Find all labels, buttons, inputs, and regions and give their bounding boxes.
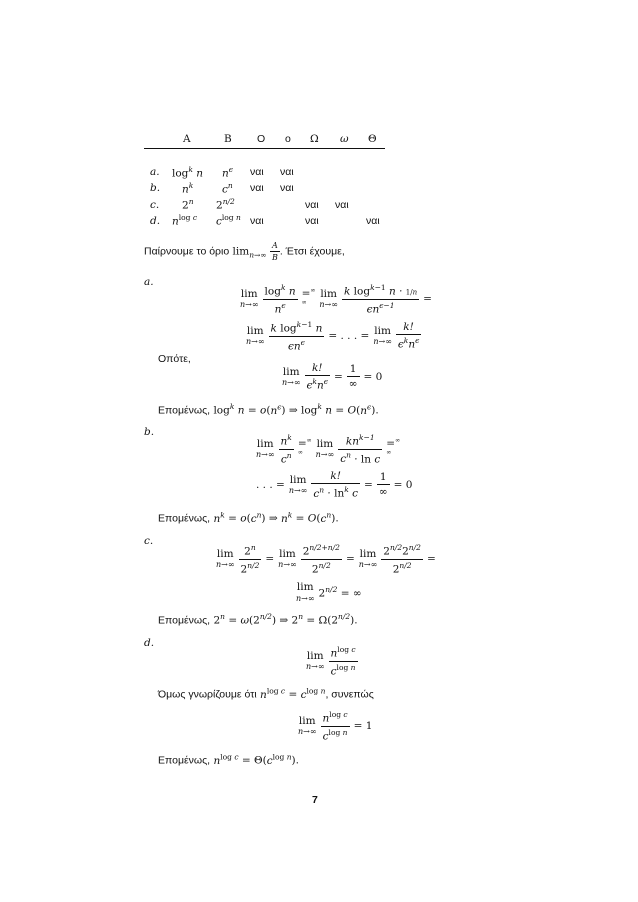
cell-c-A: 2$^n$ <box>182 197 194 212</box>
cell-a-o: ναι <box>280 166 294 178</box>
cell-a-A: $\log^k n$ <box>172 165 204 180</box>
cell-d-B: $c^{log n}$ <box>216 213 241 228</box>
intro-suffix: . Έτσι έχουμε, <box>279 245 345 258</box>
header-Omega: Ω <box>310 133 319 145</box>
header-Theta: Θ <box>368 133 377 145</box>
cell-a-O: ναι <box>250 166 264 178</box>
equation-d1: lim n→∞ $\frac{n^{log c}}{c^{log n}}$ <box>306 645 356 677</box>
cell-d-Omega: ναι <box>305 215 319 227</box>
section-b-label: b. <box>144 426 155 438</box>
equation-a2: lim n→∞ $\frac{k \log^{k-1} n}{\epsilon n^\epsilon}$ = . . . = lim n→∞ $\frac{k!}{\epsilon^kn^\epsilon}$ <box>246 320 420 352</box>
equation-c1: lim n→∞ $\frac{2^n}{2^{n/2}}$ = lim n→∞ $\frac{2^{n/2+n/2}}{2^{n/2}}$ = lim n→∞ $\frac{2^{n/2}2^{n/2}}{2^{n/2}}$ = <box>216 543 436 575</box>
equation-a3: lim n→∞ $\frac{k!}{\epsilon^kn^\epsilon}$ = $\frac{1}{\infty}$ = 0 <box>282 362 383 392</box>
conclusion-d: Επομένως, $n^{log c} = \Theta(c^{log n})$. <box>158 752 299 767</box>
cell-c-B: $2^{n/2}$ <box>216 197 235 212</box>
section-d-omos-line: Όμως γνωρίζουμε ότι $n^{log c} = c^{log n}$, συνεπώς <box>158 686 374 701</box>
section-a-opote: Οπότε, <box>158 353 191 365</box>
intro-line: Παίρνουμε το όριο $\lim_{n\to\infty}$ $\frac{A}{B}$ . Έτσι έχουμε, <box>144 241 345 262</box>
cell-d-O: ναι <box>250 215 264 227</box>
conclusion-c: Επομένως, $2^n = \omega(2^{n/2})$ ⇒ $2^n = \Omega(2^{n/2})$. <box>158 612 358 627</box>
section-d-label: d. <box>144 637 155 649</box>
header-omega: ω <box>340 133 349 145</box>
table-top-rule <box>144 148 385 149</box>
row-label-a: a. <box>150 166 160 178</box>
equation-c2: lim n→∞ $2^{n/2}$ = ∞ <box>296 581 362 603</box>
section-c-label: c. <box>144 535 154 547</box>
cell-b-O: ναι <box>250 182 264 194</box>
page-number: 7 <box>312 794 318 806</box>
row-label-c: c. <box>150 199 160 211</box>
row-label-b: b. <box>150 182 161 194</box>
header-A: A <box>183 133 191 145</box>
cell-c-Omega: ναι <box>305 199 319 211</box>
intro-prefix: Παίρνουμε το όριο <box>144 245 230 258</box>
header-o: o <box>285 133 291 145</box>
cell-b-o: ναι <box>280 182 294 194</box>
cell-d-Theta: ναι <box>366 215 380 227</box>
cell-b-A: $n^k$ <box>182 181 194 196</box>
conclusion-b: Επομένως, $n^k = o(c^n)$ ⇒ $n^k = O(c^n)$. <box>158 510 339 525</box>
cell-d-A: $n^{log c}$ <box>172 213 198 228</box>
conclusion-a: Επομένως, $\log^k n = o(n^\epsilon)$ ⇒ $\log^k n = O(n^\epsilon)$. <box>158 402 379 417</box>
section-a-label: a. <box>144 276 154 288</box>
row-label-d: d. <box>150 215 161 227</box>
equation-b2: . . . = lim n→∞ $\frac{k!}{c^n \cdot \ln^k c}$ = $\frac{1}{\infty}$ = 0 <box>256 470 413 500</box>
cell-c-omega: ναι <box>335 199 349 211</box>
equation-a1: lim n→∞ $\frac{\log^k n}{n^\epsilon}$ =∞ ∞ lim n→∞ $\frac{k \log^{k-1} n \cdot 1/n}{\epsilon n^{\epsilon-1}}$ = <box>240 283 432 315</box>
equation-b1: lim n→∞ $\frac{n^k}{c^n}$ =∞ ∞ lim n→∞ $\frac{kn^{k-1}}{c^n \cdot \ln c}$ =∞ ∞ <box>256 433 401 465</box>
cell-b-B: $c^n$ <box>222 181 233 196</box>
header-B: B <box>224 133 232 145</box>
header-O: O <box>257 133 266 145</box>
equation-d2: lim n→∞ $\frac{n^{log c}}{c^{log n}}$ = 1 <box>298 710 373 742</box>
cell-a-B: $n^\epsilon$ <box>222 165 233 180</box>
